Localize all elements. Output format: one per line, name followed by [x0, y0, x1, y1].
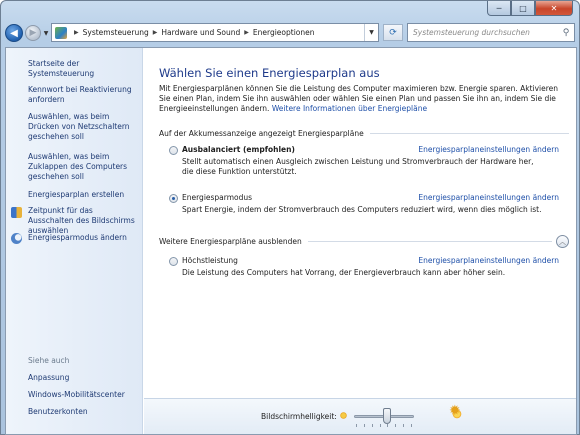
content-area — [5, 47, 577, 435]
search-icon[interactable]: ⚲ — [562, 27, 570, 38]
display-settings-icon — [11, 207, 22, 218]
caption-buttons — [487, 1, 573, 16]
recent-pages-dropdown[interactable]: ▼ — [43, 29, 49, 37]
close-button[interactable]: ✕ — [535, 1, 573, 16]
intro-paragraph: Mit Energiesparplänen können Sie die Leistung des Computer maximieren bzw. Energie sparen. Aktivieren Sie einen Plan, indem Sie ihn auswählen oder wählen Sie einen Plan und passen Sie ihn an, indem Sie die Energieeinstellungen ändern. — [159, 84, 559, 113]
sidebar-link-password[interactable]: Kennwort bei Reaktivierung anfordern — [28, 85, 132, 104]
group-divider — [308, 241, 552, 242]
page-title: Wählen Sie einen Energiesparplan aus — [159, 66, 380, 80]
breadcrumb-energieoptionen[interactable]: Energieoptionen — [252, 28, 315, 37]
brightness-low-icon — [340, 412, 347, 419]
plan-balanced-radio[interactable] — [169, 146, 178, 155]
plan-balanced-settings-link[interactable]: Energiesparplaneinstellungen ändern — [418, 145, 559, 154]
plan-power-saver-settings-link[interactable]: Energiesparplaneinstellungen ändern — [418, 193, 559, 202]
arrow-left-icon: ◀ — [10, 27, 18, 39]
brightness-bar — [144, 398, 576, 434]
address-bar[interactable] — [51, 23, 379, 42]
sidebar-link-lid-close[interactable]: Auswählen, was beim Zuklappen des Computers geschehen soll — [28, 152, 128, 181]
navigation-bar — [5, 21, 575, 45]
plan-balanced-name[interactable]: Ausbalanciert (empfohlen) — [182, 145, 295, 154]
see-also-header: Siehe auch — [28, 356, 70, 365]
plan-high-performance-radio[interactable] — [169, 257, 178, 266]
brightness-high-icon — [450, 407, 464, 421]
back-button[interactable] — [5, 24, 23, 42]
breadcrumb-systemsteuerung[interactable]: Systemsteuerung — [82, 28, 149, 37]
brightness-slider-ticks — [356, 424, 412, 427]
search-box[interactable] — [407, 23, 575, 42]
brightness-slider-thumb[interactable] — [383, 408, 391, 424]
minimize-button[interactable]: ─ — [487, 1, 511, 16]
sidebar-link-power-buttons[interactable]: Auswählen, was beim Drücken von Netzschaltern geschehen soll — [28, 112, 130, 141]
group-hidden-plans — [159, 235, 569, 248]
plan-high-performance-settings-link[interactable]: Energiesparplaneinstellungen ändern — [418, 256, 559, 265]
sidebar-link-user-accounts[interactable]: Benutzerkonten — [28, 407, 88, 416]
sidebar-link-sleep[interactable]: Energiesparmodus ändern — [28, 233, 127, 242]
control-panel-icon — [55, 27, 67, 39]
search-input[interactable]: Systemsteuerung durchsuchen — [413, 28, 530, 37]
sidebar-link-home[interactable]: Startseite der Systemsteuerung — [28, 59, 95, 78]
plan-power-saver-description: Spart Energie, indem der Stromverbrauch des Computers reduziert wird, wenn dies möglich ist. — [182, 205, 542, 214]
plan-high-performance-description: Die Leistung des Computers hat Vorrang, der Energieverbrauch kann aber höher sein. — [182, 268, 506, 277]
sidebar-link-mobility-center[interactable]: Windows-Mobilitätscenter — [28, 390, 125, 399]
sidebar — [6, 48, 143, 434]
plan-power-saver-name[interactable]: Energiesparmodus — [182, 193, 253, 202]
arrow-right-icon: ▶ — [29, 28, 37, 38]
address-dropdown[interactable]: ▼ — [364, 24, 378, 41]
breadcrumb-hardware-und-sound[interactable]: Hardware und Sound — [161, 28, 241, 37]
sidebar-link-create-plan[interactable]: Energiesparplan erstellen — [28, 190, 125, 199]
sidebar-link-personalization[interactable]: Anpassung — [28, 373, 70, 382]
sleep-moon-icon — [11, 233, 22, 244]
collapse-chevron-icon[interactable]: ︿ — [556, 235, 569, 248]
sidebar-link-display-off[interactable]: Zeitpunkt für das Ausschalten des Bildschirms auswählen — [28, 206, 135, 235]
group-shown-plans — [159, 129, 569, 138]
maximize-button[interactable]: □ — [511, 1, 535, 16]
group-hidden-plans-label[interactable]: Weitere Energiesparpläne ausblenden — [159, 237, 302, 246]
main-panel — [144, 48, 576, 434]
refresh-button[interactable] — [383, 24, 403, 41]
chevron-right-icon[interactable]: ▶ — [244, 29, 249, 36]
brightness-label: Bildschirmhelligkeit: — [261, 412, 337, 421]
intro-text — [159, 84, 569, 114]
plan-balanced-description: Stellt automatisch einen Ausgleich zwischen Leistung und Stromverbrauch der Hardware her, die diese Funktion unterstützt. — [182, 157, 534, 176]
plan-high-performance-name[interactable]: Höchstleistung — [182, 256, 238, 265]
info-link[interactable]: Weitere Informationen über Energiepläne — [271, 104, 428, 113]
chevron-right-icon[interactable]: ▶ — [74, 29, 79, 36]
refresh-icon: ⟳ — [389, 27, 397, 38]
group-divider — [370, 133, 569, 134]
group-shown-plans-label: Auf der Akkumessanzeige angezeigt Energiesparpläne — [159, 129, 364, 138]
forward-button[interactable] — [25, 25, 41, 41]
chevron-right-icon[interactable]: ▶ — [152, 29, 158, 36]
plan-power-saver-radio[interactable] — [169, 194, 178, 203]
